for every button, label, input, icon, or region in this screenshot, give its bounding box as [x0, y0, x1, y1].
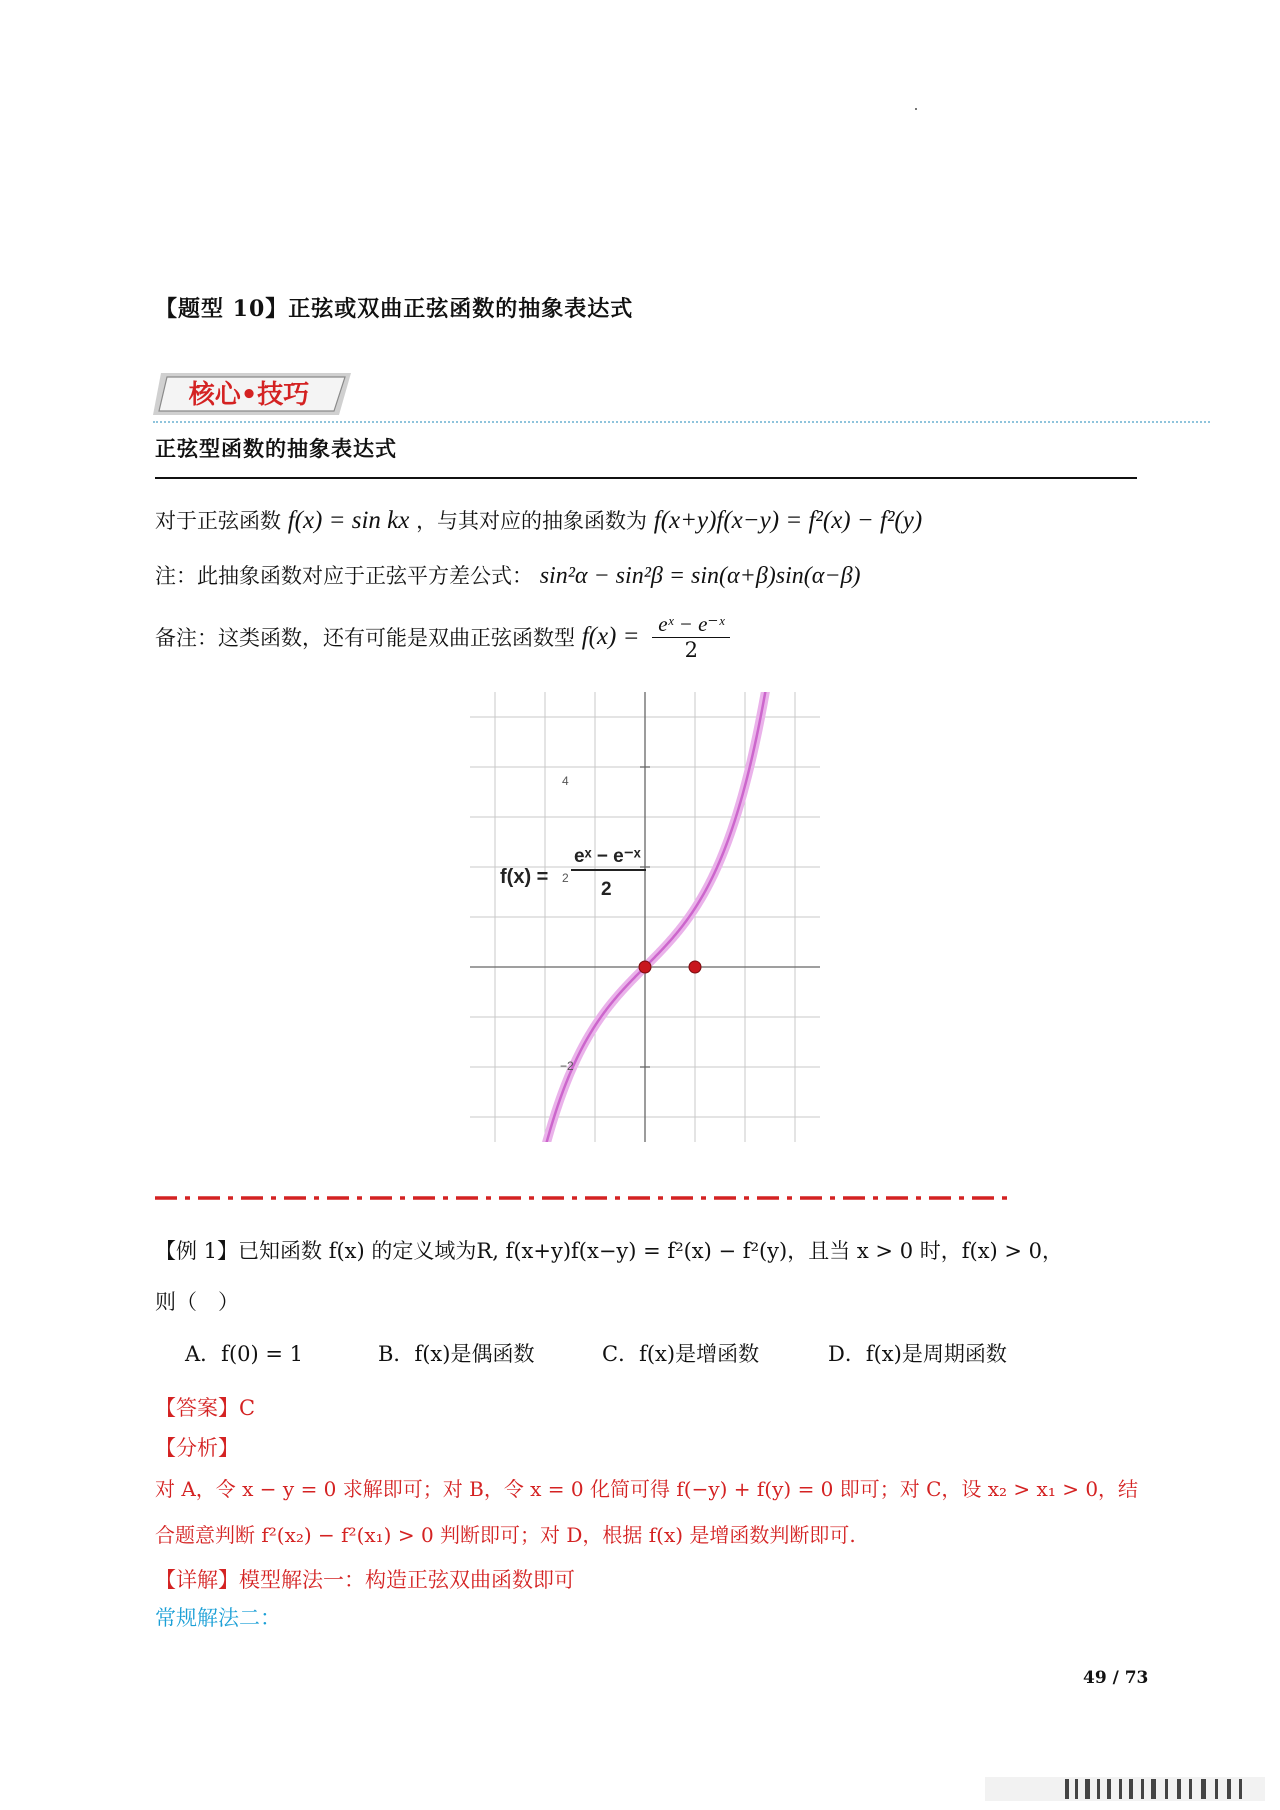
- page-number: 49 / 73: [1083, 1668, 1149, 1688]
- example-stem: [155, 1235, 1063, 1265]
- graph-label-num: eˣ − e⁻ˣ: [574, 846, 641, 867]
- example-text: 已知函数 f(x) 的定义域为R, f(x+y)f(x−y) = f²(x) − f²(y)，且当 x > 0 时，f(x) > 0，: [238, 1239, 1064, 1263]
- abstract-formula: f(x+y)f(x−y) = f²(x) − f²(y): [653, 507, 923, 534]
- answer-line: [155, 1392, 255, 1422]
- remark-lhs: f(x) =: [581, 623, 640, 650]
- graph-label-lhs: f(x) =: [500, 866, 549, 888]
- line1-prefix: 对于正弦函数: [155, 509, 281, 533]
- example-label: 【例 1】: [155, 1239, 239, 1263]
- tick-label-4: 4: [562, 774, 569, 788]
- answer-value: C: [239, 1396, 256, 1420]
- sinh-denominator: 2: [684, 638, 698, 662]
- note-prefix: 注：此抽象函数对应于正弦平方差公式：: [155, 564, 533, 588]
- section-title: 【题型 10】正弦或双曲正弦函数的抽象表达式: [155, 296, 634, 322]
- option-b: [378, 1338, 534, 1368]
- dashed-separator: [155, 1193, 1010, 1203]
- option-b-letter: B．: [378, 1342, 415, 1366]
- graph-label-den: 2: [601, 879, 612, 900]
- option-c-letter: C．: [602, 1342, 640, 1366]
- analysis-line-1: 对 A，令 x − y = 0 求解即可；对 B，令 x = 0 化简可得 f(−y) + f(y) = 0 即可；对 C，设 x₂ > x₁ > 0，结: [155, 1477, 1139, 1501]
- graph-point: [639, 961, 651, 973]
- sine-square-formula: sin²α − sin²β = sin(α+β)sin(α−β): [539, 563, 861, 589]
- option-b-text: f(x)是偶函数: [414, 1342, 535, 1366]
- option-a-letter: A．: [185, 1342, 222, 1366]
- sinh-graph: [470, 692, 820, 1142]
- badge-underline: [153, 421, 1210, 423]
- barcode-watermark: [985, 1775, 1265, 1803]
- sinh-numerator: eˣ − e⁻ˣ: [652, 612, 730, 638]
- example-stem-2: 则（ ）: [155, 1290, 239, 1314]
- detail-text: 模型解法一：构造正弦双曲函数即可: [239, 1568, 575, 1592]
- analysis-line-2: 合题意判断 f²(x₂) − f²(x₁) > 0 判断即可；对 D，根据 f(x) 是增函数判断即可.: [155, 1523, 856, 1547]
- graph-function-label: [500, 846, 646, 900]
- tick-label-neg2: −2: [560, 1059, 574, 1073]
- note-line: [155, 560, 861, 590]
- line1-mid: ，与其对应的抽象函数为: [416, 509, 648, 533]
- method-two: 常规解法二：: [155, 1606, 281, 1630]
- option-d-text: f(x)是周期函数: [865, 1342, 1007, 1366]
- graph-point: [689, 961, 701, 973]
- option-d-letter: D．: [828, 1342, 866, 1366]
- answer-label: 【答案】: [155, 1396, 239, 1420]
- remark-line: [155, 612, 730, 662]
- subtitle: 正弦型函数的抽象表达式: [155, 436, 397, 461]
- sinh-fraction: [652, 612, 730, 662]
- option-a: [185, 1338, 303, 1368]
- option-c-text: f(x)是增函数: [639, 1342, 760, 1366]
- analysis-label: 【分析】: [155, 1436, 239, 1460]
- detail-line: [155, 1564, 575, 1594]
- core-skill-badge: [153, 367, 353, 421]
- tick-label-2: 2: [562, 871, 569, 885]
- stray-dot: [915, 108, 917, 110]
- sine-formula: f(x) = sin kx: [287, 507, 410, 534]
- badge-text: 核心•技巧: [188, 380, 310, 410]
- option-a-text: f(0) = 1: [221, 1342, 303, 1366]
- option-c: [602, 1338, 759, 1368]
- remark-prefix: 备注：这类函数，还有可能是双曲正弦函数型: [155, 626, 575, 650]
- divider: [155, 477, 1137, 479]
- option-d: [828, 1338, 1007, 1368]
- formula-line-1: [155, 505, 922, 535]
- detail-label: 【详解】: [155, 1568, 239, 1592]
